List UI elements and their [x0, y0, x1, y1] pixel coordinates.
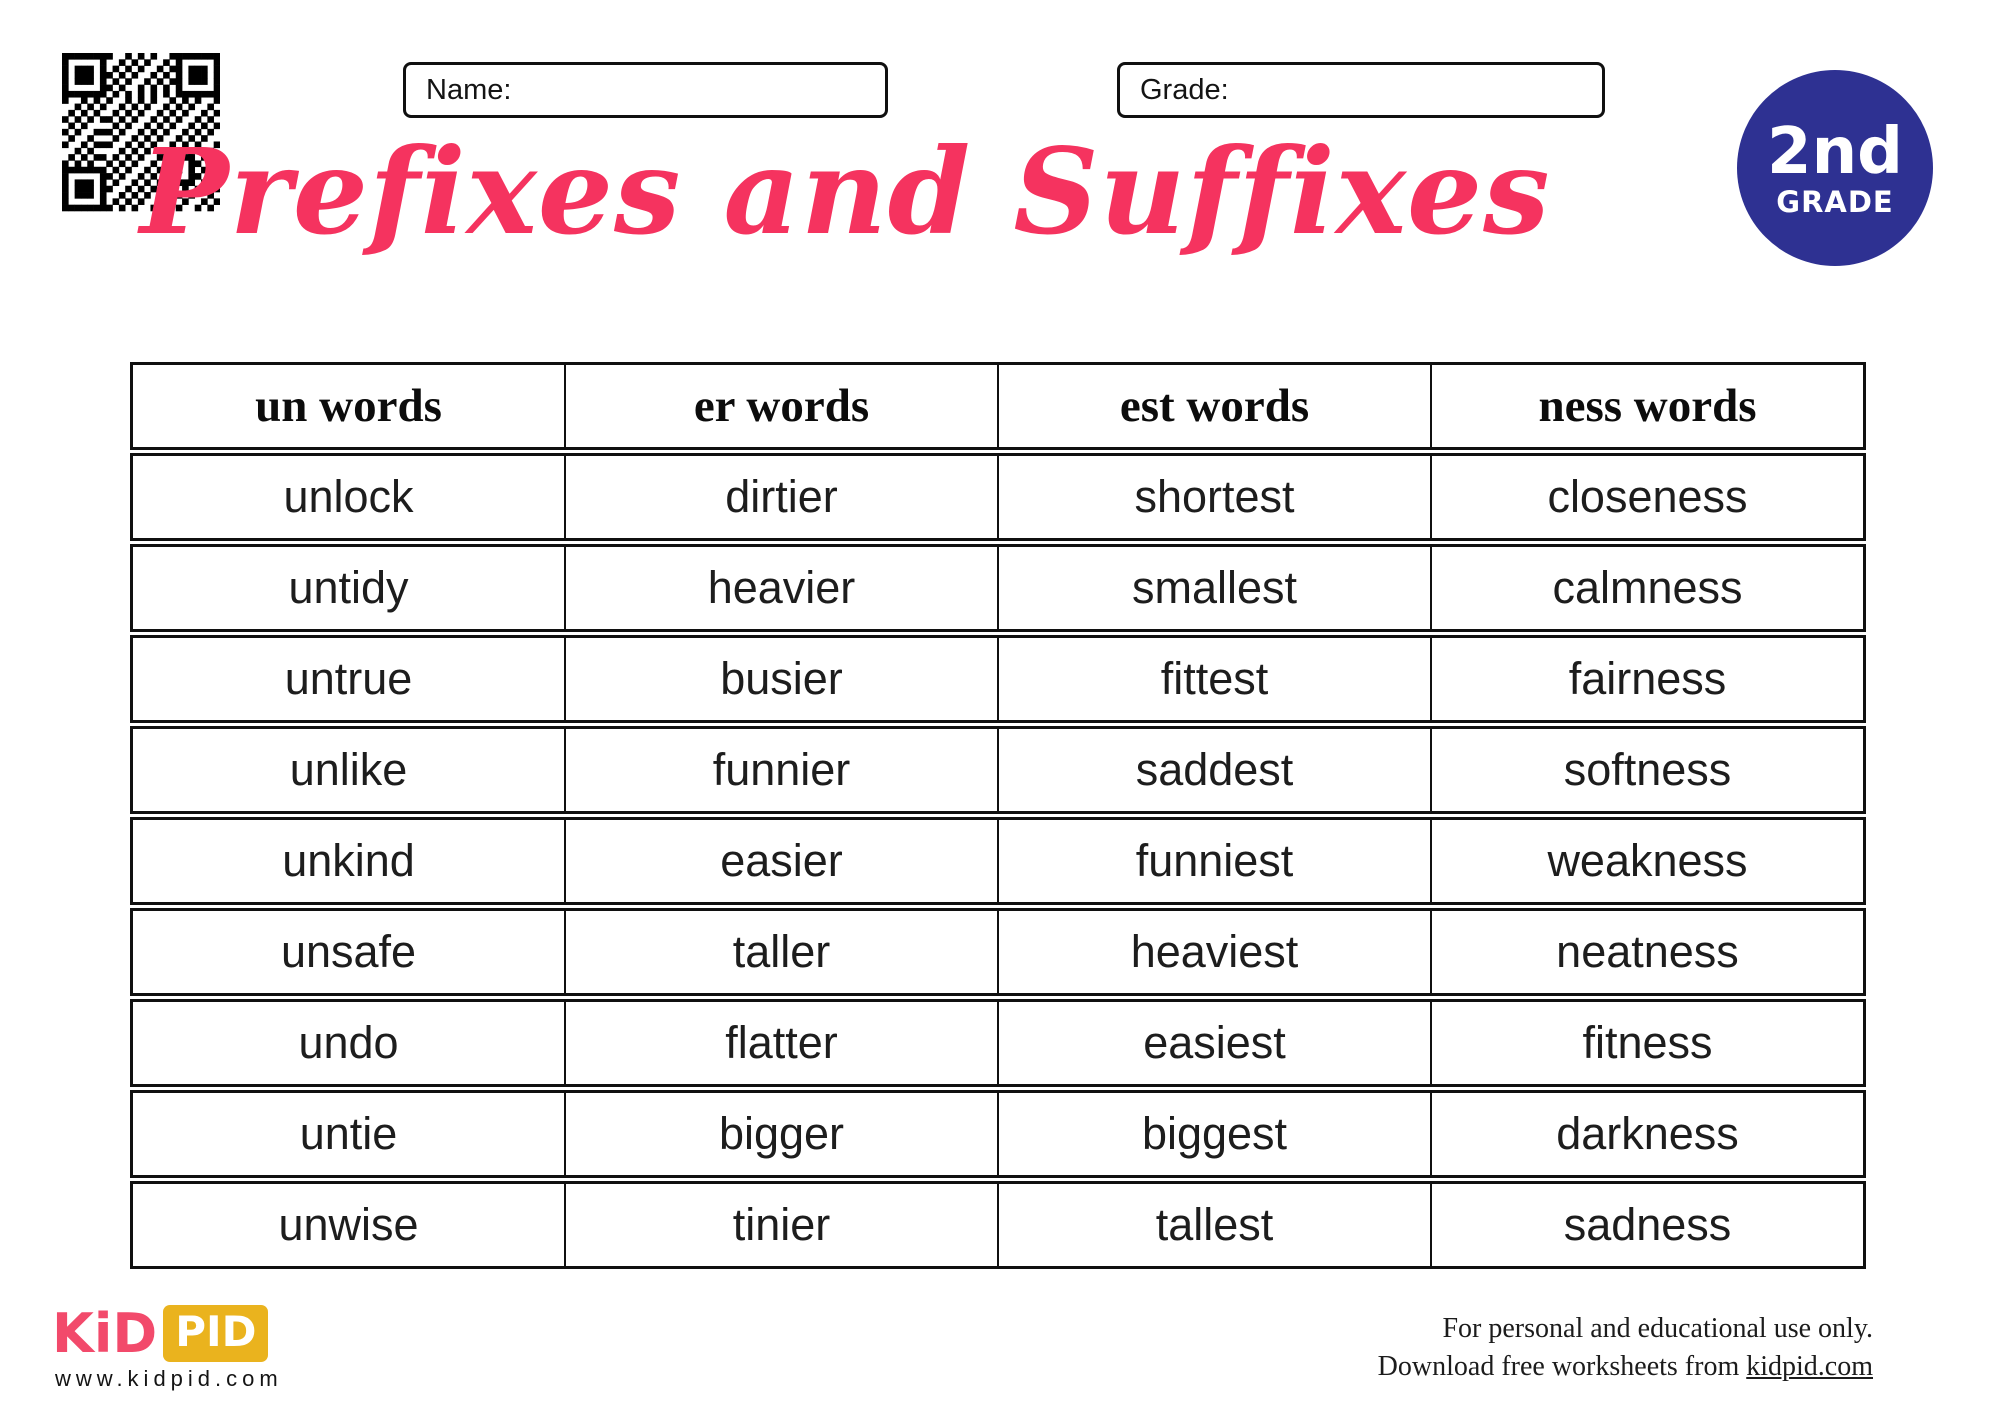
grade-badge-label: GRADE	[1776, 184, 1894, 219]
table-cell: bigger	[564, 1093, 997, 1175]
kidpid-website: www.kidpid.com	[55, 1366, 283, 1391]
table-cell: saddest	[997, 729, 1430, 811]
table-cell: untrue	[284, 653, 413, 704]
table-cell: easier	[564, 820, 997, 902]
table-cell: untie	[299, 1108, 398, 1159]
table-row	[130, 1181, 1866, 1269]
table-header-cell: un words	[255, 380, 442, 432]
kidpid-logo-kid: KiD	[52, 1302, 158, 1365]
footer-note-line2-text: Download free worksheets from	[1377, 1350, 1747, 1382]
table-cell: busier	[564, 638, 997, 720]
grade-badge-number: 2nd	[1767, 114, 1903, 189]
table-row	[130, 635, 1866, 723]
table-cell: tinier	[564, 1184, 997, 1266]
table-cell: dirtier	[564, 456, 997, 538]
grade-label: Grade:	[1140, 73, 1229, 106]
table-cell: funniest	[997, 820, 1430, 902]
table-cell: shortest	[997, 456, 1430, 538]
grade-badge	[1737, 70, 1933, 266]
table-cell: unwise	[278, 1199, 419, 1250]
table-header-cell: er words	[564, 365, 997, 447]
table-cell: funnier	[564, 729, 997, 811]
table-row	[130, 453, 1866, 541]
table-header-row	[130, 362, 1866, 450]
table-row	[130, 908, 1866, 996]
table-header-cell: ness words	[1430, 365, 1863, 447]
table-cell: unkind	[282, 835, 415, 886]
table-cell: fairness	[1430, 638, 1863, 720]
table-cell: sadness	[1430, 1184, 1863, 1266]
kidpid-logo-pid: PID	[163, 1305, 268, 1362]
page-title: Prefixes and Suffixes	[140, 122, 1551, 261]
table-row	[130, 544, 1866, 632]
table-cell: unlock	[283, 471, 414, 522]
table-cell: tallest	[997, 1184, 1430, 1266]
table-cell: unlike	[289, 744, 408, 795]
table-cell: flatter	[564, 1002, 997, 1084]
table-cell: easiest	[997, 1002, 1430, 1084]
table-row	[130, 1090, 1866, 1178]
table-cell: neatness	[1430, 911, 1863, 993]
table-cell: untidy	[288, 562, 409, 613]
table-cell: fitness	[1430, 1002, 1863, 1084]
table-cell: closeness	[1430, 456, 1863, 538]
table-cell: unsafe	[280, 926, 417, 977]
name-label: Name:	[426, 73, 512, 106]
table-cell: softness	[1430, 729, 1863, 811]
table-header-cell: est words	[997, 365, 1430, 447]
table-cell: darkness	[1430, 1093, 1863, 1175]
table-cell: smallest	[997, 547, 1430, 629]
table-cell: undo	[298, 1017, 399, 1068]
table-cell: weakness	[1430, 820, 1863, 902]
footer-note	[1378, 1310, 1873, 1386]
table-row	[130, 817, 1866, 905]
table-cell: calmness	[1430, 547, 1863, 629]
table-cell: biggest	[997, 1093, 1430, 1175]
words-table	[130, 362, 1866, 1269]
table-cell: taller	[564, 911, 997, 993]
kidpid-logo	[52, 1302, 268, 1365]
footer-note-line2	[1378, 1348, 1873, 1386]
table-cell: heavier	[564, 547, 997, 629]
table-row	[130, 999, 1866, 1087]
name-field[interactable]	[403, 62, 888, 118]
footer-note-line1: For personal and educational use only.	[1442, 1313, 1873, 1344]
table-cell: heaviest	[997, 911, 1430, 993]
table-cell: fittest	[997, 638, 1430, 720]
table-row	[130, 726, 1866, 814]
kidpid-link[interactable]: kidpid.com	[1746, 1350, 1873, 1382]
grade-field[interactable]	[1117, 62, 1605, 118]
